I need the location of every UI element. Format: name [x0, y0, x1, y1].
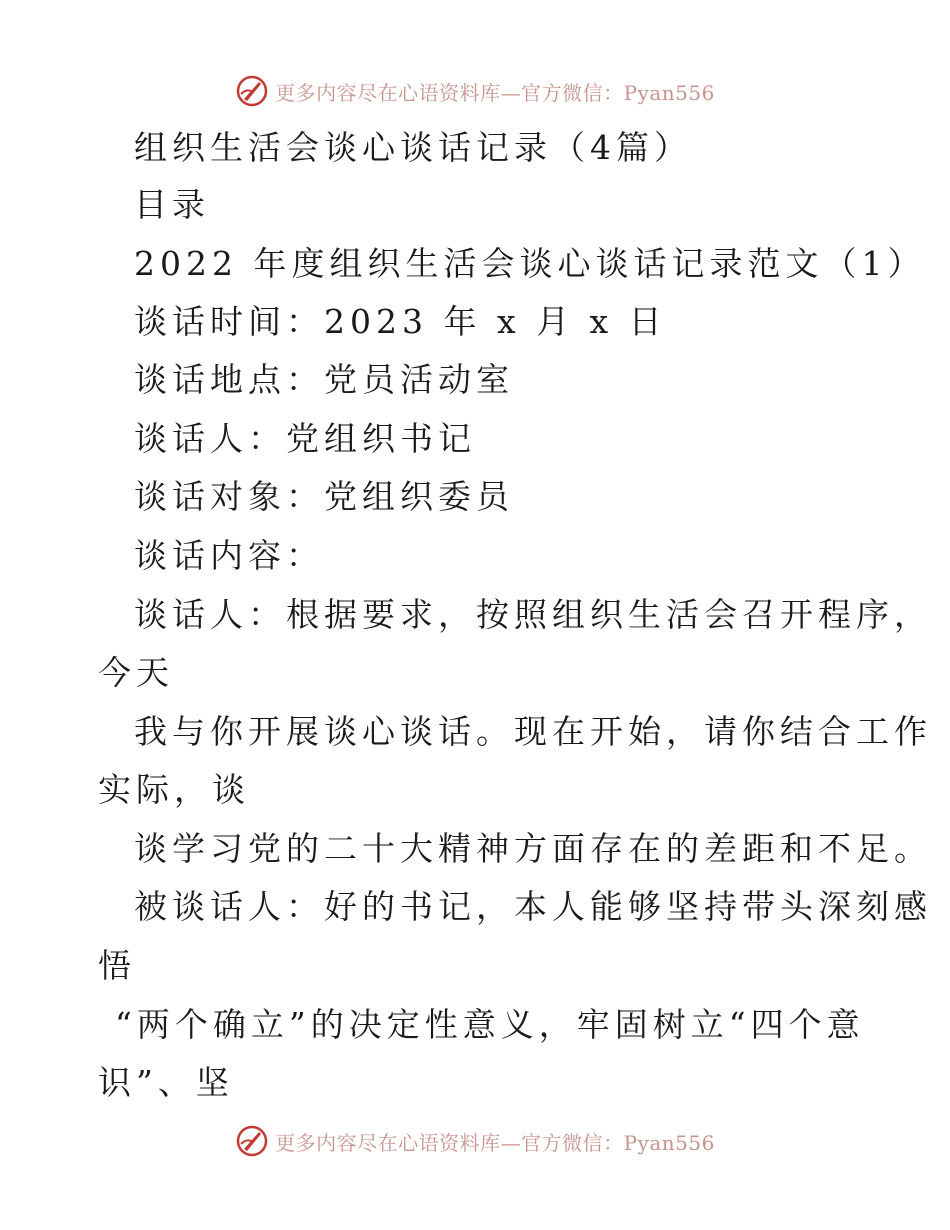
paragraph-line: 悟 — [98, 946, 136, 985]
talk-target: 谈话对象：党组织委员 — [134, 477, 514, 516]
watermark-header — [0, 71, 950, 111]
paragraph-line: “两个确立”的决定性意义，牢固树立“四个意 — [115, 1005, 865, 1044]
quill-logo-icon — [235, 74, 269, 108]
paragraph-line: 实际，谈 — [98, 770, 250, 809]
paragraph-line: 识”、坚 — [98, 1063, 234, 1102]
paragraph-line: 被谈话人：好的书记，本人能够坚持带头深刻感 — [134, 887, 932, 926]
paragraph-line: 谈学习党的二十大精神方面存在的差距和不足。 — [134, 829, 932, 868]
watermark-footer — [0, 1121, 950, 1161]
watermark-text: 更多内容尽在心语资料库—官方微信：Pyan556 — [275, 80, 715, 105]
talk-content-label: 谈话内容： — [134, 536, 324, 575]
talk-location: 谈话地点：党员活动室 — [134, 360, 514, 399]
toc-heading: 目录 — [134, 185, 210, 224]
quill-logo-icon — [235, 1124, 269, 1158]
paragraph-line: 谈话人：根据要求，按照组织生活会召开程序， — [134, 595, 932, 634]
watermark-text: 更多内容尽在心语资料库—官方微信：Pyan556 — [275, 1130, 715, 1155]
paragraph-line: 今天 — [98, 653, 174, 692]
document-title: 组织生活会谈心谈话记录（4篇） — [134, 128, 692, 167]
talk-time: 谈话时间：2023 年 x 月 x 日 — [134, 302, 667, 341]
section-heading: 2022 年度组织生活会谈心谈话记录范文（1） — [134, 244, 926, 283]
paragraph-line: 我与你开展谈心谈话。现在开始，请你结合工作 — [134, 712, 932, 751]
talker: 谈话人：党组织书记 — [134, 419, 476, 458]
